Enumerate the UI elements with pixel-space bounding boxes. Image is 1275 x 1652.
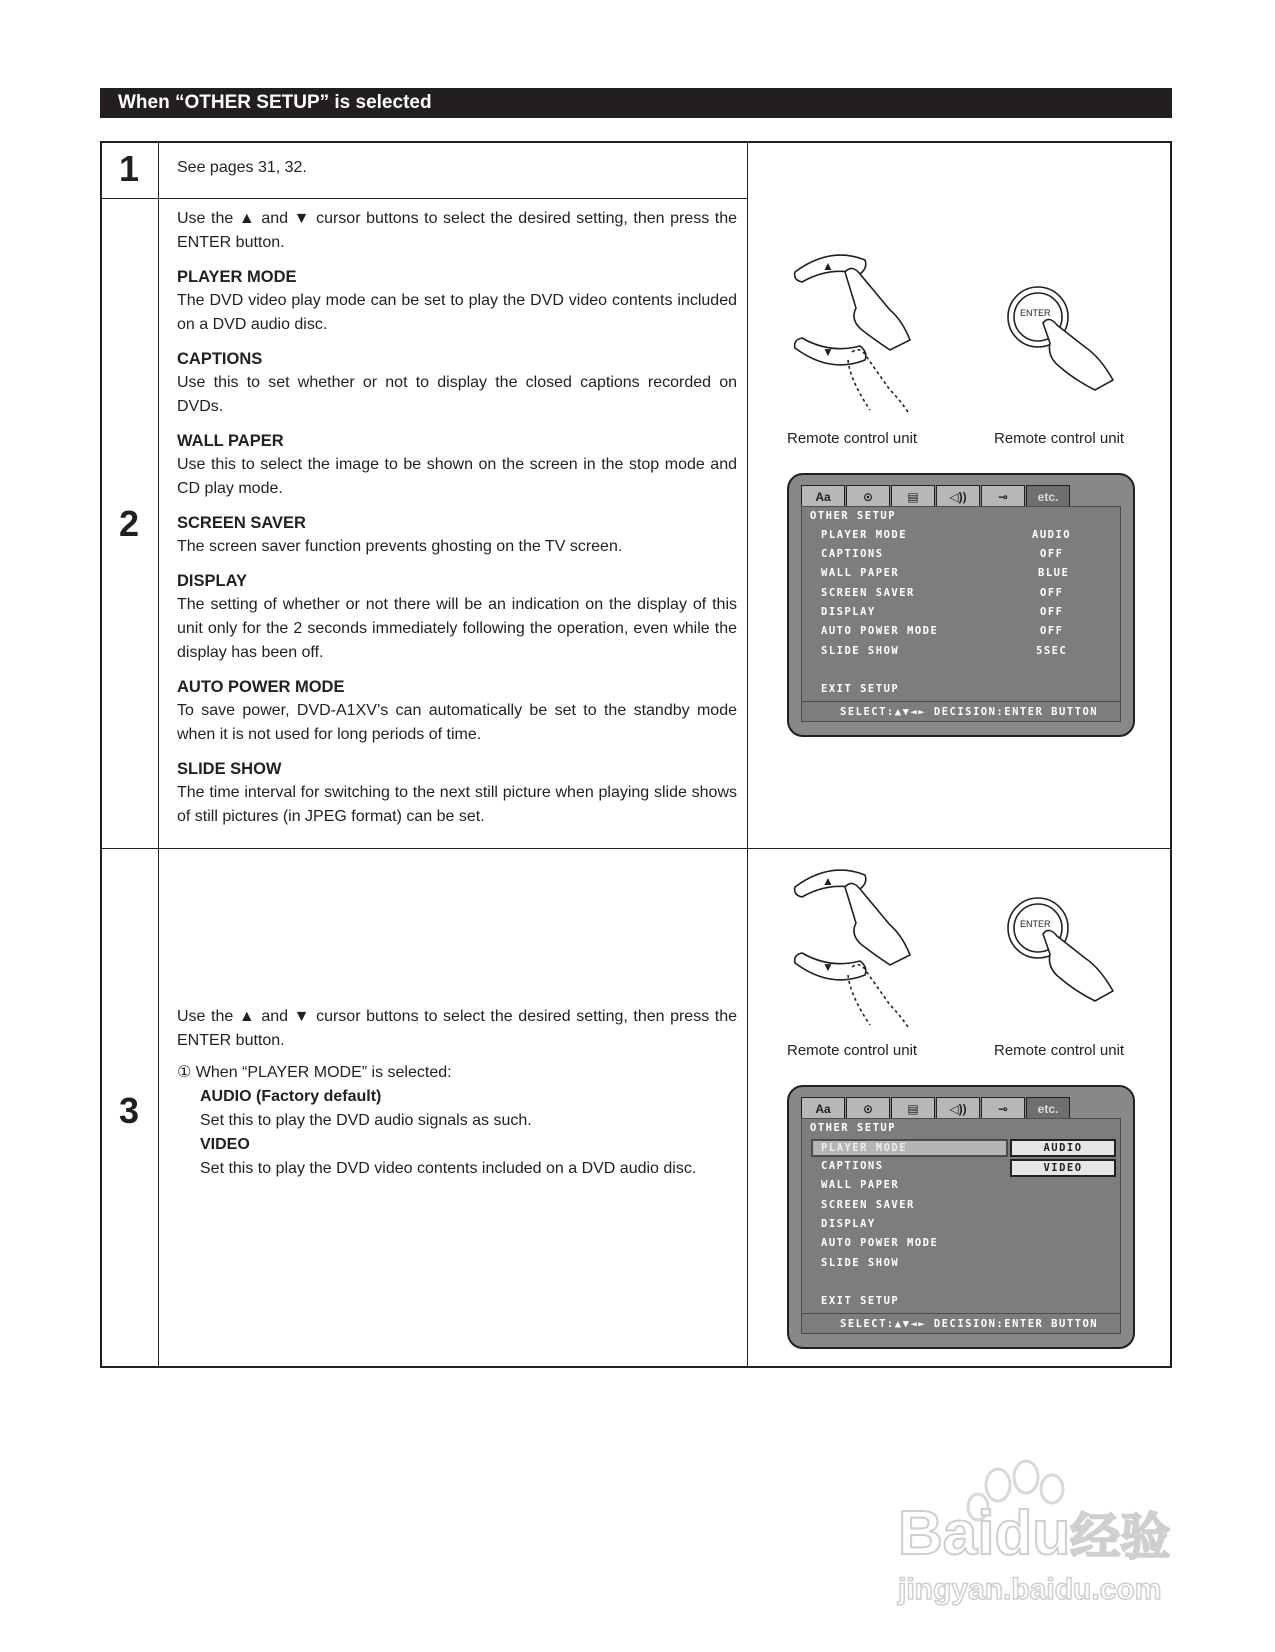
- watermark-cn: 经验: [1070, 1509, 1171, 1565]
- osd-screen-step2: [787, 473, 1135, 737]
- osd-item-label: DISPLAY: [821, 606, 876, 618]
- row-divider-1: [100, 198, 748, 199]
- osd-item-value: OFF: [1040, 587, 1064, 599]
- osd-item-label: PLAYER MODE: [821, 529, 908, 541]
- osd-tabs: [801, 1097, 1071, 1119]
- item-title: CAPTIONS: [177, 350, 263, 368]
- osd-item-label: CAPTIONS: [821, 1160, 884, 1172]
- watermark-brand-bai: Bai: [898, 1499, 995, 1568]
- step-3-text: [177, 1005, 737, 1181]
- osd-item-value: OFF: [1040, 606, 1064, 618]
- table-right-border: [1170, 141, 1172, 1368]
- option-list: [177, 1085, 737, 1181]
- hand-shape: [845, 268, 910, 350]
- item-title: SLIDE SHOW: [177, 760, 282, 778]
- osd-option-video: VIDEO: [1010, 1159, 1116, 1177]
- osd-item-value: 5SEC: [1036, 645, 1068, 657]
- osd-hint: SELECT:▲▼◄► DECISION:ENTER BUTTON: [802, 701, 1120, 721]
- language-tab-icon: Aa: [801, 1097, 845, 1119]
- remote-cursor-buttons-illustration: [790, 250, 930, 420]
- item-desc: The screen saver function prevents ghosting on the TV screen.: [177, 538, 623, 555]
- step-3-intro: Use the ▲ and ▼ cursor buttons to select the desired setting, then press the ENTER button.: [177, 1008, 737, 1049]
- osd-item-label: AUTO POWER MODE: [821, 625, 939, 637]
- video-tab-icon: ▤: [891, 485, 935, 507]
- item-desc: The time interval for switching to the next still picture when playing slide shows of still pictures (in JPEG format) can be set.: [177, 784, 737, 825]
- osd-screen-step3: [787, 1085, 1135, 1349]
- osd-item-label: SLIDE SHOW: [821, 1257, 900, 1269]
- osd-item-label: AUTO POWER MODE: [821, 1237, 939, 1249]
- key-tab-icon: ⊸: [981, 485, 1025, 507]
- table-top-border: [100, 141, 1172, 143]
- item-title: SCREEN SAVER: [177, 514, 306, 532]
- table-left-border: [100, 141, 102, 1368]
- finger-dashed-shape: [848, 975, 870, 1025]
- osd-section-title: OTHER SETUP: [810, 1122, 897, 1134]
- video-tab-icon: ▤: [891, 1097, 935, 1119]
- item-title: PLAYER MODE: [177, 268, 297, 286]
- step-1-text: See pages 31, 32.: [177, 159, 307, 176]
- section-header: When “OTHER SETUP” is selected: [100, 88, 1172, 118]
- speaker-tab-icon: ◁)): [936, 1097, 980, 1119]
- audio-tab-icon: ⊙: [846, 1097, 890, 1119]
- hand-shape: [1043, 319, 1113, 390]
- osd-section-title: OTHER SETUP: [810, 510, 897, 522]
- step-3-subheading: ① When “PLAYER MODE” is selected:: [177, 1064, 452, 1081]
- hand-shape: [845, 883, 910, 965]
- osd-item-label: SCREEN SAVER: [821, 587, 915, 599]
- finger-dashed-shape: [848, 360, 870, 410]
- watermark-brand-du: du: [994, 1499, 1071, 1568]
- item-title: DISPLAY: [177, 572, 247, 590]
- baidu-watermark: [898, 1455, 1188, 1630]
- up-arrow-icon: ▲: [822, 874, 834, 888]
- remote-caption-right: Remote control unit: [994, 1042, 1125, 1059]
- osd-item-label: DISPLAY: [821, 1218, 876, 1230]
- other-tab-icon: etc.: [1026, 1097, 1070, 1119]
- item-desc: To save power, DVD-A1XV’s can automatically be set to the standby mode when it is not used for long periods of time.: [177, 702, 737, 743]
- down-arrow-icon: ▼: [822, 345, 834, 359]
- remote-caption-right: Remote control unit: [994, 430, 1125, 447]
- up-arrow-icon: ▲: [822, 259, 834, 273]
- watermark-url: jingyan.baidu.com: [898, 1573, 1162, 1606]
- osd-item-label: WALL PAPER: [821, 567, 900, 579]
- osd-exit-setup: EXIT SETUP: [821, 683, 900, 695]
- osd-item-value: BLUE: [1038, 567, 1070, 579]
- osd-item-label: SCREEN SAVER: [821, 1199, 915, 1211]
- option-title: AUDIO (Factory default): [200, 1088, 382, 1105]
- osd-menu: [801, 506, 1121, 722]
- osd-item-value: AUDIO: [1032, 529, 1072, 541]
- remote-enter-button-illustration: [1005, 896, 1120, 1016]
- option-desc: Set this to play the DVD audio signals as such.: [200, 1112, 532, 1129]
- language-tab-icon: Aa: [801, 485, 845, 507]
- item-desc: Use this to select the image to be shown on the screen in the stop mode and CD play mode.: [177, 456, 737, 497]
- item-title: AUTO POWER MODE: [177, 678, 345, 696]
- image-column-divider: [747, 141, 748, 1368]
- key-tab-icon: ⊸: [981, 1097, 1025, 1119]
- step-2-intro: Use the ▲ and ▼ cursor buttons to select the desired setting, then press the ENTER button.: [177, 210, 737, 251]
- table-bottom-border: [100, 1366, 1172, 1368]
- remote-caption-left: Remote control unit: [787, 1042, 918, 1059]
- option-title: VIDEO: [200, 1136, 250, 1153]
- remote-enter-button-illustration: [1005, 285, 1120, 405]
- osd-exit-setup: EXIT SETUP: [821, 1295, 900, 1307]
- remote-cursor-buttons-illustration: [790, 865, 930, 1035]
- osd-hint: SELECT:▲▼◄► DECISION:ENTER BUTTON: [802, 1313, 1120, 1333]
- remote-caption-left: Remote control unit: [787, 430, 918, 447]
- osd-option-audio: AUDIO: [1010, 1139, 1116, 1157]
- item-desc: Use this to set whether or not to display the closed captions recorded on DVDs.: [177, 374, 737, 415]
- row-divider-2: [100, 848, 1172, 849]
- osd-item-label: SLIDE SHOW: [821, 645, 900, 657]
- osd-tabs: [801, 485, 1071, 507]
- watermark-brand: [898, 1497, 1170, 1569]
- step-2-text: [177, 207, 737, 829]
- hand-shape: [1043, 930, 1113, 1001]
- enter-label: ENTER: [1020, 308, 1051, 318]
- enter-label: ENTER: [1020, 919, 1051, 929]
- speaker-tab-icon: ◁)): [936, 485, 980, 507]
- osd-selected-item: PLAYER MODE: [811, 1139, 1008, 1157]
- other-tab-icon: etc.: [1026, 485, 1070, 507]
- osd-item-value: OFF: [1040, 625, 1064, 637]
- item-desc: The setting of whether or not there will be an indication on the display of this unit only for the 2 seconds immediately following the operation, even while the display has been off.: [177, 596, 737, 661]
- step-number-3: 3: [118, 1090, 140, 1131]
- osd-item-value: OFF: [1040, 548, 1064, 560]
- number-column-divider: [158, 141, 159, 1368]
- item-title: WALL PAPER: [177, 432, 284, 450]
- down-arrow-icon: ▼: [822, 960, 834, 974]
- step-number-1: 1: [118, 148, 140, 189]
- osd-item-label: CAPTIONS: [821, 548, 884, 560]
- option-desc: Set this to play the DVD video contents included on a DVD audio disc.: [200, 1160, 697, 1177]
- step-number-2: 2: [118, 503, 140, 544]
- item-desc: The DVD video play mode can be set to play the DVD video contents included on a DVD audio disc.: [177, 292, 737, 333]
- osd-item-label: WALL PAPER: [821, 1179, 900, 1191]
- audio-tab-icon: ⊙: [846, 485, 890, 507]
- osd-menu: [801, 1118, 1121, 1334]
